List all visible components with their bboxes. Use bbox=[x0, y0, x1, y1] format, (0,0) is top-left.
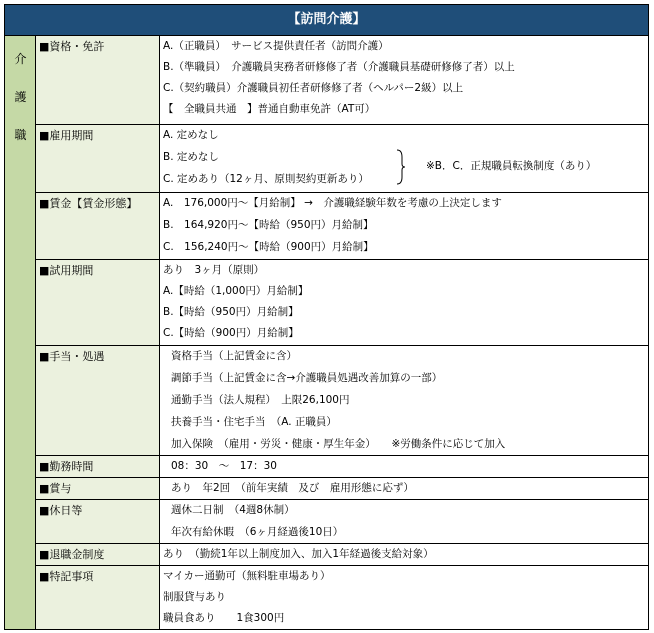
row-line: A. 176,000円～【月給制】 → 介護職経験年数を考慮の上決定します bbox=[163, 197, 502, 209]
row-line: 調節手当（上記賃金に含→介護職員処遇改善加算の一部） bbox=[171, 372, 443, 384]
row-line: A.【時給（1,000円）月給制】 bbox=[163, 285, 309, 297]
table-row-retirement bbox=[36, 544, 648, 566]
row-line: 扶養手当・住宅手当 （A. 正職員） bbox=[171, 416, 337, 428]
row-category: ■雇用期間 bbox=[36, 125, 160, 192]
side-label-column bbox=[5, 36, 36, 629]
row-line: C.【時給（900円）月給制】 bbox=[163, 327, 299, 339]
row-line: あり （勤続1年以上制度加入、加入1年経過後支給対象） bbox=[163, 548, 434, 560]
side-label-char: 介 bbox=[14, 52, 27, 66]
row-line: A.（正職員） サービス提供責任者（訪問介護） bbox=[163, 40, 389, 52]
row-line: 週休二日制 （4週8休制） bbox=[171, 504, 295, 516]
row-line: 通勤手当（法人規程） 上限26,100円 bbox=[171, 394, 350, 406]
table-title: 【訪問介護】 bbox=[5, 5, 648, 36]
table-row-working-hours bbox=[36, 456, 648, 478]
table-row-holidays bbox=[36, 500, 648, 544]
brace-icon bbox=[396, 149, 406, 185]
row-category: ■資格・免許 bbox=[36, 36, 160, 124]
row-line: B.【時給（950円）月給制】 bbox=[163, 306, 299, 318]
table-row-special-notes bbox=[36, 566, 648, 629]
row-line: 08：30 ～ 17：30 bbox=[171, 460, 277, 472]
row-line: B. 定めなし bbox=[163, 151, 219, 163]
row-line: B.（準職員） 介護職員実務者研修修了者（介護職員基礎研修修了者）以上 bbox=[163, 61, 515, 73]
table-row-trial-period bbox=[36, 260, 648, 346]
row-line: B. 164,920円～【時給（950円）月給制】 bbox=[163, 219, 374, 231]
side-label-char: 護 bbox=[14, 90, 27, 104]
row-line: 資格手当（上記賃金に含） bbox=[171, 350, 297, 362]
row-line: あり 3ヶ月（原則） bbox=[163, 264, 265, 276]
row-line: 制服貸与あり bbox=[163, 591, 226, 603]
row-category: ■賞与 bbox=[36, 478, 160, 499]
side-label-char: 職 bbox=[14, 128, 27, 142]
row-line: あり 年2回 （前年実績 及び 雇用形態に応ず） bbox=[171, 482, 414, 494]
table-row-wages bbox=[36, 193, 648, 260]
table-row-bonus bbox=[36, 478, 648, 500]
conversion-note: ※B．C．正規職員転換制度（あり） bbox=[426, 160, 597, 172]
row-line: C. 156,240円～【時給（900円）月給制】 bbox=[163, 241, 374, 253]
row-category: ■賃金【賃金形態】 bbox=[36, 193, 160, 259]
table-row-allowances bbox=[36, 346, 648, 456]
row-line: マイカー通勤可（無料駐車場あり） bbox=[163, 570, 331, 582]
row-category: ■試用期間 bbox=[36, 260, 160, 345]
row-line: C.（契約職員）介護職員初任者研修修了者（ヘルパー2級）以上 bbox=[163, 82, 464, 94]
row-line: 年次有給休暇 （6ヶ月経過後10日） bbox=[171, 526, 344, 538]
table-row-employment-period bbox=[36, 125, 648, 193]
row-category: ■勤務時間 bbox=[36, 456, 160, 477]
row-line: 【 全職員共通 】普通自動車免許（AT可） bbox=[163, 103, 376, 115]
row-category: ■休日等 bbox=[36, 500, 160, 543]
row-category: ■退職金制度 bbox=[36, 544, 160, 565]
row-category: ■特記事項 bbox=[36, 566, 160, 629]
table-row-qualification bbox=[36, 36, 648, 125]
row-line: C. 定めあり（12ヶ月、原則契約更新あり） bbox=[163, 173, 369, 185]
row-line: 加入保険 （雇用・労災・健康・厚生年金） ※労働条件に応じて加入 bbox=[171, 438, 506, 450]
row-category: ■手当・処遇 bbox=[36, 346, 160, 455]
row-line: A. 定めなし bbox=[163, 129, 219, 141]
row-line: 職員食あり 1食300円 bbox=[163, 612, 285, 624]
